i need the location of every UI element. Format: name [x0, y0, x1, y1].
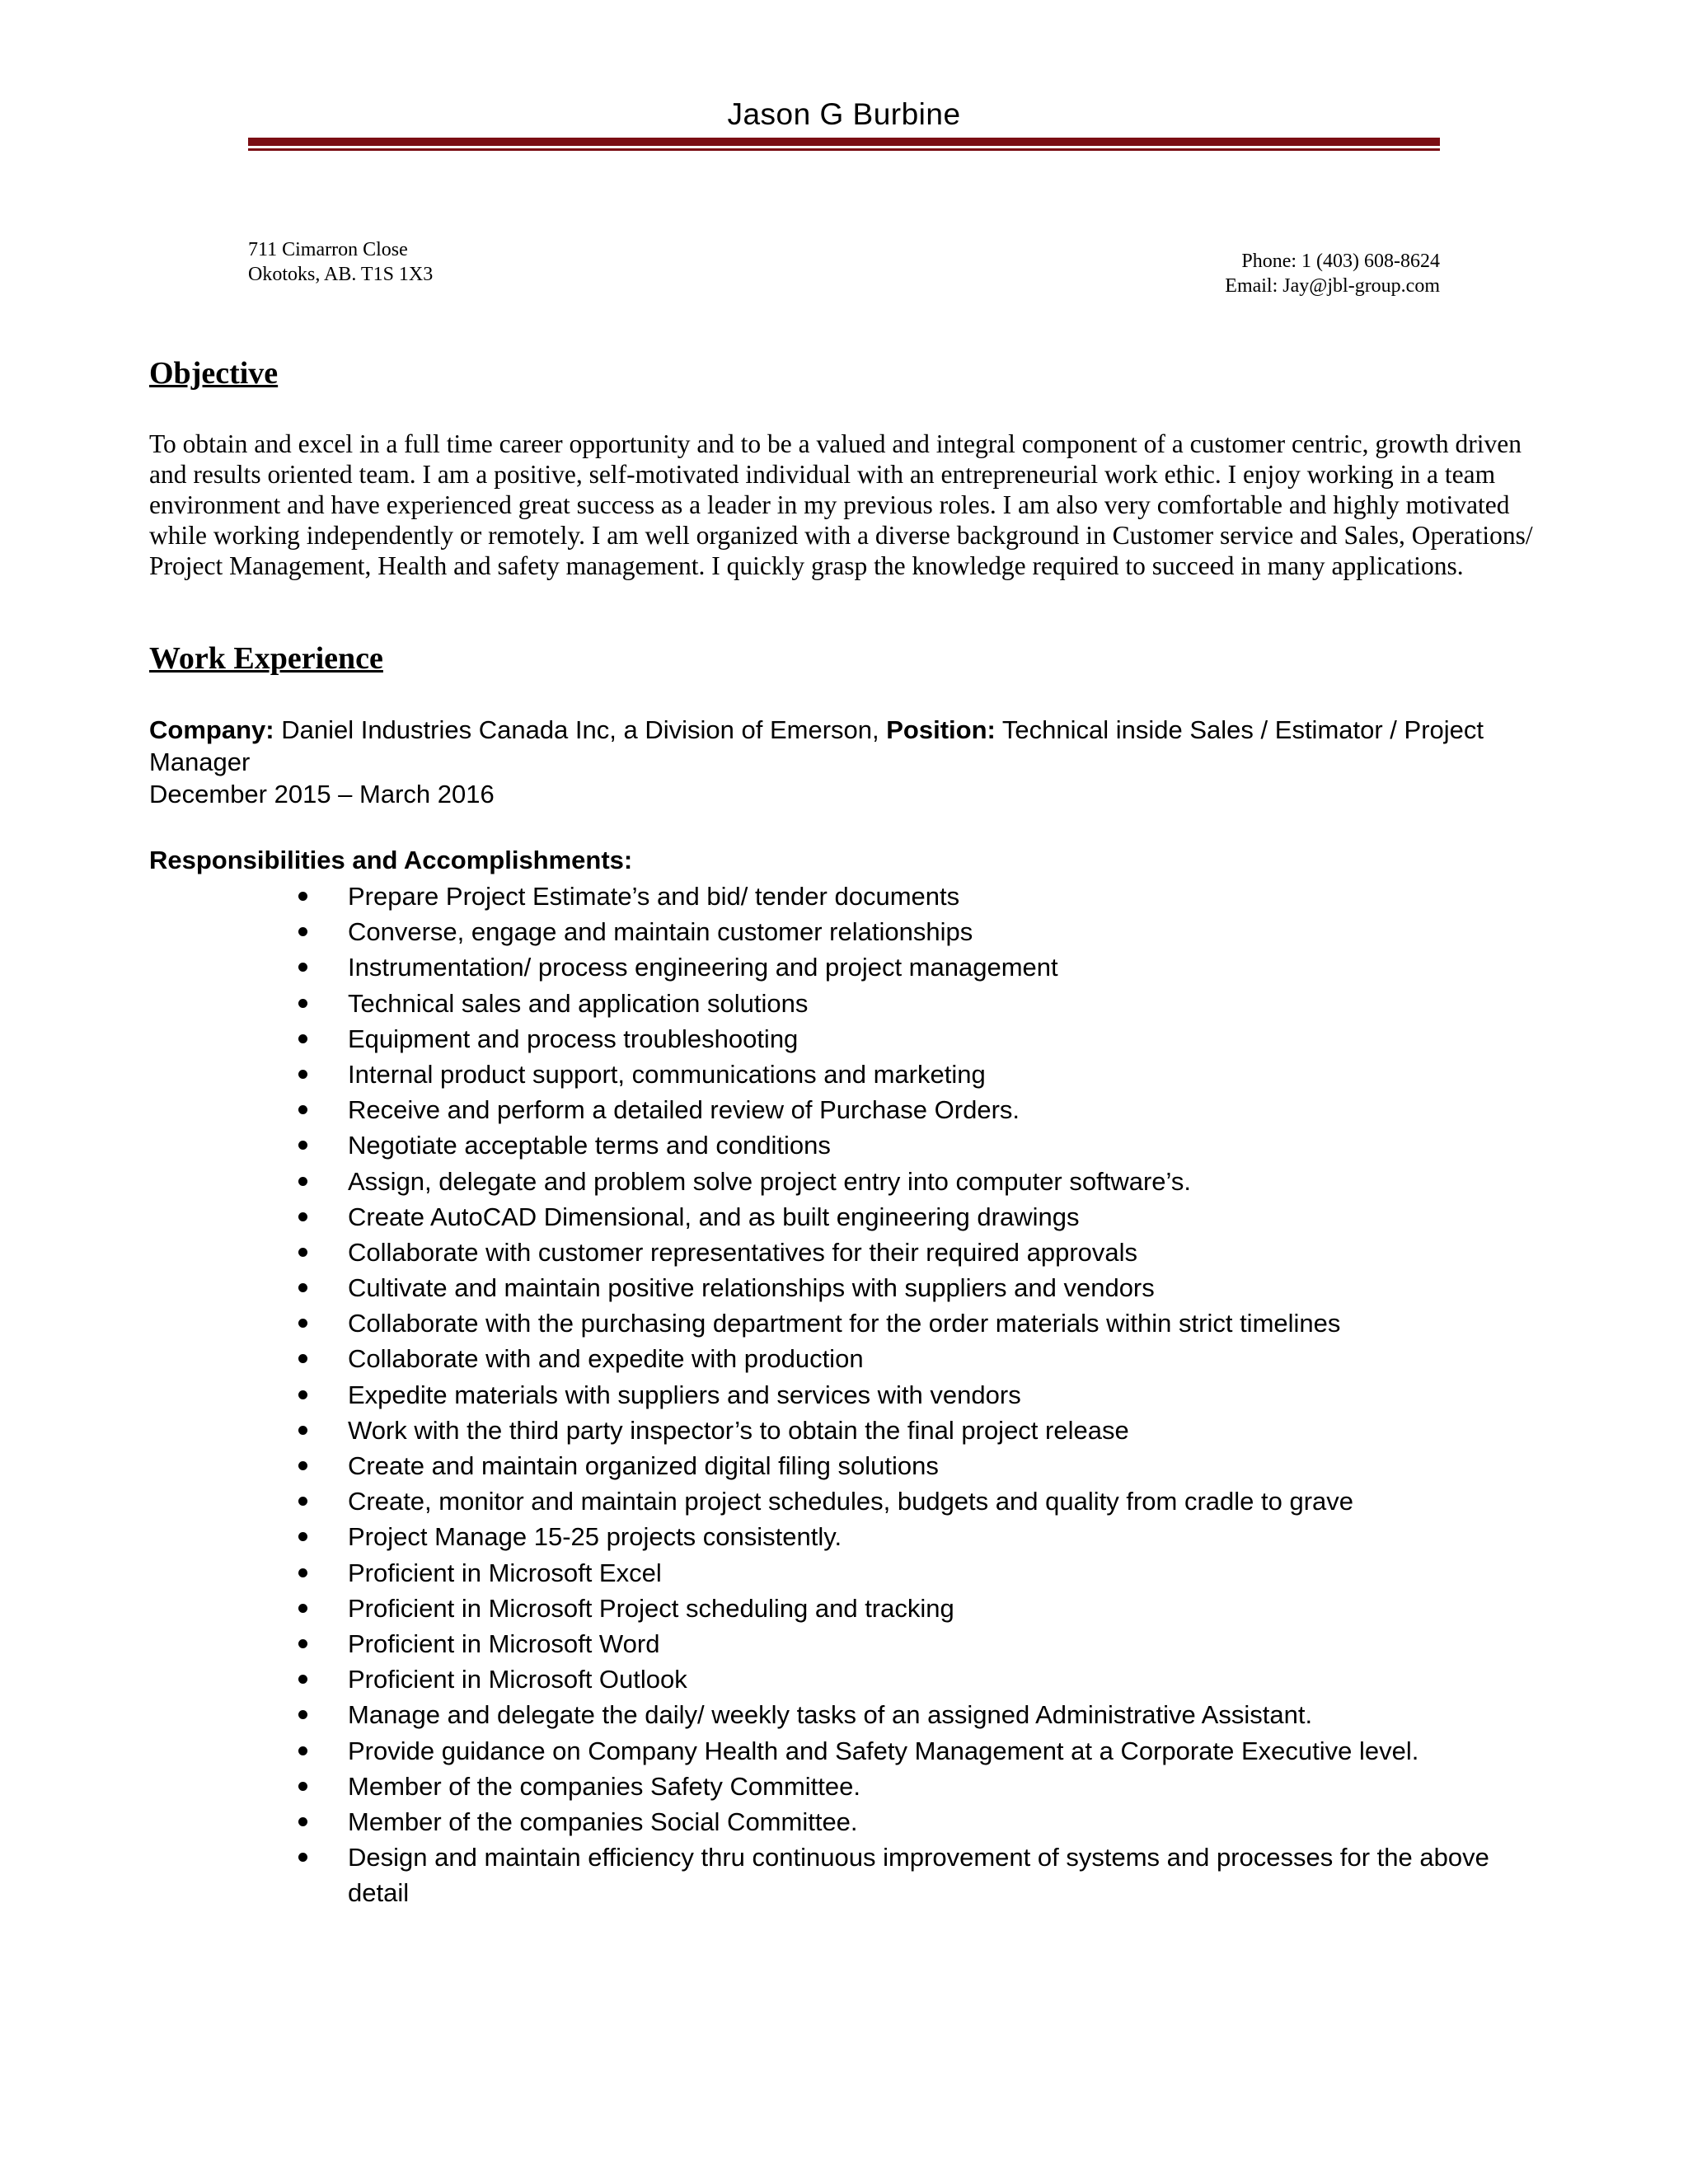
list-item-text: Collaborate with customer representatives for their required approvals	[348, 1237, 1138, 1267]
list-item	[0, 1092, 1688, 1127]
list-item	[0, 1769, 1688, 1804]
list-item	[0, 986, 1688, 1021]
bullet-icon	[298, 999, 307, 1008]
company-label: Company:	[149, 715, 274, 744]
list-item-text: Technical sales and application solutions	[348, 988, 809, 1018]
list-item-text: Negotiate acceptable terms and conditions	[348, 1131, 831, 1160]
list-item-text: Collaborate with the purchasing department for the order materials within strict timelines	[348, 1309, 1341, 1338]
list-item-text: Instrumentation/ process engineering and project management	[348, 953, 1058, 982]
header-rule-thin	[248, 148, 1440, 151]
list-item-text: Create, monitor and maintain project schedules, budgets and quality from cradle to grave	[348, 1487, 1354, 1516]
responsibilities-heading: Responsibilities and Accomplishments:	[149, 846, 633, 874]
list-item-text: Receive and perform a detailed review of Purchase Orders.	[348, 1095, 1020, 1125]
bullet-icon	[298, 1639, 307, 1648]
bullet-icon	[298, 1426, 307, 1435]
list-item	[0, 1127, 1688, 1163]
bullet-icon	[298, 1070, 307, 1079]
responsibilities-list	[0, 879, 1688, 1910]
bullet-icon	[298, 1710, 307, 1719]
list-item-text: Member of the companies Social Committee.	[348, 1807, 858, 1836]
list-item	[0, 1483, 1688, 1519]
bullet-icon	[298, 1248, 307, 1257]
list-item-text: Internal product support, communications and marketing	[348, 1059, 986, 1089]
bullet-icon	[298, 1177, 307, 1186]
bullet-icon	[298, 1675, 307, 1684]
list-item-text: Create and maintain organized digital filing solutions	[348, 1451, 939, 1480]
contact-block	[1225, 249, 1440, 298]
address-block	[248, 237, 433, 287]
list-item-text: Prepare Project Estimate’s and bid/ tender documents	[348, 882, 960, 911]
address-line1: 711 Cimarron Close	[248, 239, 408, 260]
phone-number: Phone: 1 (403) 608-8624	[1241, 251, 1440, 272]
employment-dates: December 2015 – March 2016	[149, 780, 495, 808]
list-item	[0, 1591, 1688, 1626]
list-item-text: Equipment and process troubleshooting	[348, 1024, 799, 1053]
bullet-icon	[298, 1105, 307, 1114]
list-item	[0, 949, 1688, 985]
list-item	[0, 1341, 1688, 1376]
list-item	[0, 1555, 1688, 1591]
bullet-icon	[298, 1283, 307, 1292]
header-rule-thick	[248, 138, 1440, 146]
bullet-icon	[298, 1212, 307, 1221]
position-label: Position:	[886, 715, 996, 744]
list-item-text: Cultivate and maintain positive relationships with suppliers and vendors	[348, 1273, 1155, 1303]
list-item	[0, 1661, 1688, 1697]
list-item-text: Create AutoCAD Dimensional, and as built engineering drawings	[348, 1202, 1080, 1231]
bullet-icon	[298, 1497, 307, 1506]
list-item	[0, 1733, 1688, 1769]
list-item-text: Design and maintain efficiency thru continuous improvement of systems and processes for the above detail	[348, 1843, 1489, 1908]
resume-name: Jason G Burbine	[727, 97, 961, 131]
bullet-icon	[298, 1319, 307, 1328]
list-item-text: Proficient in Microsoft Word	[348, 1629, 660, 1658]
list-item	[0, 1235, 1688, 1270]
list-item-text: Manage and delegate the daily/ weekly tasks of an assigned Administrative Assistant.	[348, 1700, 1313, 1730]
list-item	[0, 1021, 1688, 1057]
list-item	[0, 914, 1688, 949]
company-name: Daniel Industries Canada Inc, a Division of Emerson,	[281, 715, 879, 744]
list-item-text: Proficient in Microsoft Outlook	[348, 1665, 687, 1694]
list-item	[0, 1199, 1688, 1235]
list-item-text: Proficient in Microsoft Excel	[348, 1558, 662, 1587]
list-item	[0, 1626, 1688, 1661]
bullet-icon	[298, 1853, 307, 1862]
email-address: Email: Jay@jbl-group.com	[1225, 275, 1440, 297]
bullet-icon	[298, 1782, 307, 1791]
bullet-icon	[298, 1746, 307, 1755]
list-item-text: Collaborate with and expedite with production	[348, 1344, 864, 1374]
list-item	[0, 1057, 1688, 1092]
bullet-icon	[298, 1141, 307, 1150]
list-item-text: Work with the third party inspector’s to obtain the final project release	[348, 1415, 1129, 1445]
objective-text: To obtain and excel in a full time career opportunity and to be a valued and integral component of a customer centric, growth driven and results oriented team. I am a positive, self-motivated individual with an entrepreneurial work ethic. I enjoy working in a team environment and have experienced great success as a leader in my previous roles. I am also very comfortable and highly motivated while working independently or remotely. I am well organized with a diverse background in Customer service and Sales, Operations/ Project Management, Health and safety management. I quickly grasp the knowledge required to succeed in many applications.	[149, 429, 1533, 580]
bullet-icon	[298, 1461, 307, 1470]
list-item-text: Provide guidance on Company Health and Safety Management at a Corporate Executive level.	[348, 1736, 1419, 1765]
company-position-line	[149, 714, 1550, 810]
list-item-text: Assign, delegate and problem solve project entry into computer software’s.	[348, 1166, 1191, 1196]
position-title: Technical inside Sales / Estimator / Project Manager	[149, 715, 1484, 776]
list-item	[0, 879, 1688, 914]
list-item	[0, 1697, 1688, 1732]
bullet-icon	[298, 892, 307, 901]
bullet-icon	[298, 1532, 307, 1541]
list-item	[0, 1305, 1688, 1341]
work-experience-heading: Work Experience	[149, 641, 383, 676]
list-item-text: Proficient in Microsoft Project scheduling and tracking	[348, 1593, 954, 1623]
list-item	[0, 1519, 1688, 1554]
bullet-icon	[298, 927, 307, 936]
list-item-text: Project Manage 15-25 projects consistently.	[348, 1522, 842, 1552]
list-item-text: Converse, engage and maintain customer relationships	[348, 917, 973, 947]
list-item-text: Expedite materials with suppliers and services with vendors	[348, 1380, 1021, 1409]
list-item	[0, 1448, 1688, 1483]
address-line2: Okotoks, AB. T1S 1X3	[248, 264, 434, 285]
bullet-icon	[298, 1354, 307, 1363]
bullet-icon	[298, 1390, 307, 1399]
list-item	[0, 1164, 1688, 1199]
bullet-icon	[298, 963, 307, 972]
bullet-icon	[298, 1034, 307, 1043]
bullet-icon	[298, 1604, 307, 1613]
list-item	[0, 1377, 1688, 1413]
list-item	[0, 1413, 1688, 1448]
objective-heading: Objective	[149, 356, 279, 391]
bullet-icon	[298, 1568, 307, 1577]
bullet-icon	[298, 1817, 307, 1826]
list-item	[0, 1804, 1688, 1840]
list-item-text: Member of the companies Safety Committee.	[348, 1771, 860, 1801]
list-item	[0, 1840, 1688, 1910]
list-item	[0, 1270, 1688, 1305]
